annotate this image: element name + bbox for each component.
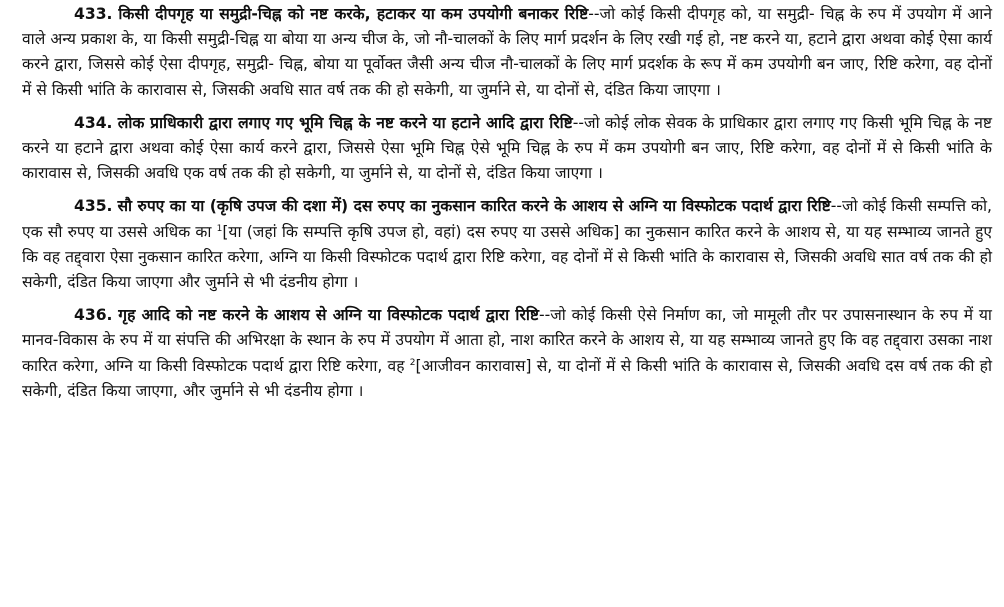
section-body: --जो कोई किसी दीपगृह को, या समुद्री- चिह्न के रुप में उपयोग में आने वाले अन्य प्रकाश के, या किसी समुद्री-चिह्न या बोया या अन्य चीज के, जो नौ-चालकों के लिए मार्ग प्रदर्शन के लिए रखी गई हो, नष्ट करने या, हटाने द्वारा अथवा कोई ऐसा कार्य करने द्वारा, जिससे कोई ऐसा दीपगृह, समुद्री- चिह्न, बोया या पूर्वोक्त जैसी अन्य चीज नौ-चालकों के लिए मार्ग प्रदर्शक के रूप में कम उपयोगी बन जाए, रिष्टि करेगा, वह दोनों में से किसी भांति के कारावास से, जिसकी अवधि सात वर्ष तक की हो सकेगी, या जुर्माने से, या दोनों से, दंडित किया जाएगा । xyxy=(22,5,992,99)
section-heading: किसी दीपगृह या समुद्री-चिह्न को नष्ट करके, हटाकर या कम उपयोगी बनाकर रिष्टि xyxy=(118,5,589,23)
section-435 xyxy=(22,194,992,295)
section-number: 434. xyxy=(74,113,113,132)
section-heading: गृह आदि को नष्ट करने के आशय से अग्नि या विस्फोटक पदार्थ द्वारा रिष्टि xyxy=(118,306,539,325)
section-434 xyxy=(22,111,992,187)
section-436 xyxy=(22,303,992,404)
footnote-marker: 1 xyxy=(216,223,223,234)
section-number: 433. xyxy=(74,5,113,23)
section-433 xyxy=(22,0,992,103)
section-body-before: --जो कोई किसी सम्पत्ति को, एक सौ रुपए या उससे अधिक का xyxy=(22,197,992,241)
section-number: 435. xyxy=(74,197,113,216)
section-body: --जो कोई लोक सेवक के प्राधिकार द्वारा लगाए गए किसी भूमि चिह्न के नष्ट करने या हटाने द्वारा अथवा कोई ऐसा कार्य करने द्वारा, जिससे ऐसा भूमि चिह्न ऐसे भूमि चिह्न के रुप में कम उपयोगी बन जाए, रिष्टि करेगा, वह दोनों में से किसी भांति के कारावास से, जिसकी अवधि एक वर्ष तक की हो सकेगी, या जुर्माने से, या दोनों से, दंडित किया जाएगा । xyxy=(22,113,992,183)
section-body-after: [आजीवन कारावास] से, या दोनों में से किसी भांति के कारावास से, जिसकी अवधि दस वर्ष तक की हो सकेगी, दंडित किया जाएगा, और जुर्माने से भी दंडनीय होगा । xyxy=(22,356,992,400)
footnote-marker: 2 xyxy=(409,357,416,368)
section-body-after: [या (जहां कि सम्पत्ति कृषि उपज हो, वहां) दस रुपए या उससे अधिक] का नुकसान कारित करने के आशय से, या यह सम्भाव्य जानते हुए कि वह तद्द्वारा ऐसा नुकसान कारित करेगा, अग्नि या किसी विस्फोटक पदार्थ द्वारा रिष्टि करेगा, वह दोनों में से किसी भांति के कारावास से, जिसकी अवधि सात वर्ष तक की हो सकेगी, दंडित किया जाएगा और जुर्माने से भी दंडनीय होगा । xyxy=(22,222,992,292)
section-heading: सौ रुपए का या (कृषि उपज की दशा में) दस रुपए का नुकसान कारित करने के आशय से अग्नि या विस्फोटक पदार्थ द्वारा रिष्टि xyxy=(117,197,831,216)
section-body-before: --जो कोई किसी ऐसे निर्माण का, जो मामूली तौर पर उपासनास्थान के रुप में या मानव-विकास के रुप में या संपत्ति की अभिरक्षा के स्थान के रुप में उपयोग में आता हो, नाश कारित करने के आशय से, या यह सम्भाव्य जानते हुए कि वह तद्द्वारा उसका नाश कारित करेगा, अग्नि या किसी विस्फोटक पदार्थ द्वारा रिष्टि करेगा, वह xyxy=(22,306,992,375)
section-number: 436. xyxy=(74,306,113,325)
section-heading: लोक प्राधिकारी द्वारा लगाए गए भूमि चिह्न के नष्ट करने या हटाने आदि द्वारा रिष्टि xyxy=(117,113,573,132)
